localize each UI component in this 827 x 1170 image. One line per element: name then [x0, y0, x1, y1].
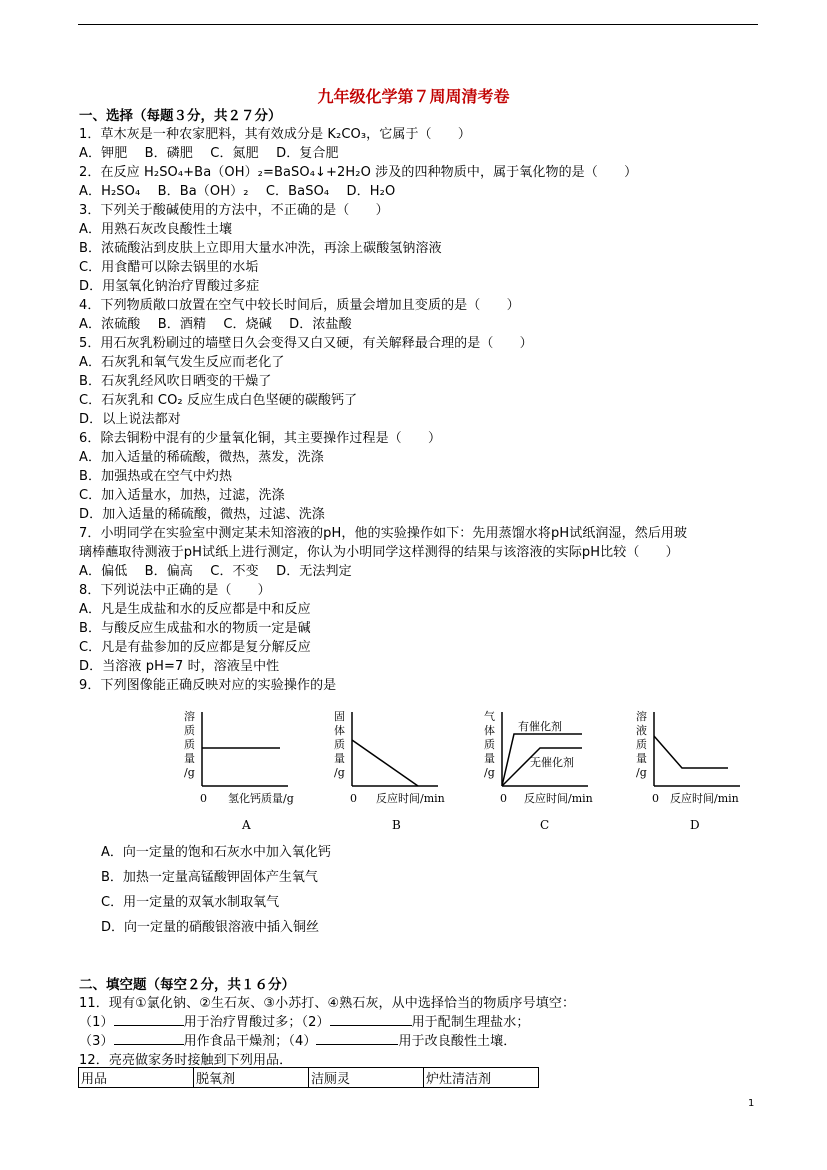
question-line: 3．下列关于酸碱使用的方法中，不正确的是（ ） [79, 203, 389, 218]
section-heading-fill: 二、填空题（每空２分，共１６分） [79, 977, 295, 993]
q11-label-1: （1） [79, 1015, 114, 1030]
question-line: C．石灰乳和 CO₂ 反应生成白色坚硬的碳酸钙了 [79, 393, 358, 408]
graph-d-ylabel-4: 量 [636, 752, 647, 765]
graph-a [178, 708, 338, 838]
graph-c-xlabel: 反应时间/min [524, 792, 593, 805]
graph-d-ylabel-3: 质 [636, 738, 647, 751]
q11-blank-1[interactable] [114, 1013, 184, 1026]
table-cell-0: 用品 [79, 1068, 194, 1088]
q11-label-3: （3） [79, 1034, 114, 1049]
graph-b-ylabel [334, 710, 345, 779]
question-line: A．凡是生成盐和水的反应都是中和反应 [79, 602, 311, 617]
question-line: C．用食醋可以除去锅里的水垢 [79, 260, 259, 275]
graph-d-ylabel [636, 709, 647, 779]
question-line: A．石灰乳和氧气发生反应而老化了 [79, 355, 285, 370]
question-line: A．H₂SO₄ B．Ba（OH）₂ C．BaSO₄ D．H₂O [79, 184, 396, 199]
graph-a-ylabel-2: 质 [184, 724, 195, 737]
question-line: 9．下列图像能正确反映对应的实验操作的是 [79, 678, 337, 693]
graph-d-xlabel: 反应时间/min [670, 792, 739, 805]
graph-d-origin: 0 [652, 792, 659, 805]
graph-c-origin: 0 [500, 792, 507, 805]
q11-text-4: 用于改良酸性土壤． [398, 1034, 517, 1049]
q11-row2 [79, 1030, 516, 1049]
q9-option-b: B．加热一定量高锰酸钾固体产生氧气 [101, 870, 318, 885]
q11-text-3: 用作食品干燥剂；（4） [183, 1034, 317, 1049]
question-line: D．用氢氧化钠治疗胃酸过多症 [79, 279, 260, 294]
question-line: A．偏低 B．偏高 C．不变 D．无法判定 [79, 564, 352, 579]
graph-b-curve [352, 740, 418, 786]
q9-option-a: A．向一定量的饱和石灰水中加入氧化钙 [101, 845, 331, 860]
graph-a-origin: 0 [200, 792, 207, 805]
question-line: 8．下列说法中正确的是（ ） [79, 583, 271, 598]
q12-table [78, 1067, 539, 1088]
question-line: C．加入适量水，加热，过滤，洗涤 [79, 488, 285, 503]
question-line: 2．在反应 H₂SO₄+Ba（OH）₂=BaSO₄↓+2H₂O 涉及的四种物质中，属于氧化物的是（ ） [79, 165, 638, 180]
graph-b-label: B [392, 818, 401, 832]
graph-c-curve1-label: 有催化剂 [518, 720, 562, 733]
graph-b-ylabel-3: 质 [334, 738, 345, 751]
graph-b-origin: 0 [350, 792, 357, 805]
question-line: B．石灰乳经风吹日晒变的干燥了 [79, 374, 272, 389]
q9-option-c: C．用一定量的双氧水制取氧气 [101, 895, 280, 910]
q11-blank-3[interactable] [114, 1032, 184, 1045]
question-line: A．浓硫酸 B．酒精 C．烧碱 D．浓盐酸 [79, 317, 352, 332]
q11-text-1: 用于治疗胃酸过多；（2） [183, 1015, 330, 1030]
question-line: 5．用石灰乳粉刷过的墙壁日久会变得又白又硬，有关解释最合理的是（ ） [79, 336, 533, 351]
question-line: B．与酸反应生成盐和水的物质一定是碱 [79, 621, 311, 636]
table-cell-3: 炉灶清洁剂 [424, 1068, 539, 1088]
section-heading-choice: 一、选择（每题３分，共２７分） [79, 108, 282, 124]
graph-b-ylabel-4: 量 [334, 752, 345, 765]
question-line: D．以上说法都对 [79, 412, 181, 427]
q11-text-2: 用于配制生理盐水； [411, 1015, 530, 1030]
graph-a-xlabel: 氢化钙质量/g [228, 792, 294, 805]
graph-b [328, 708, 488, 838]
graph-d-ylabel-2: 液 [636, 724, 647, 737]
graph-a-ylabel-5: /g [184, 766, 195, 779]
graph-b-ylabel-1: 固 [334, 710, 345, 723]
table-cell-2: 洁厕灵 [309, 1068, 424, 1088]
question-line: 6．除去铜粉中混有的少量氧化铜，其主要操作过程是（ ） [79, 431, 442, 446]
graph-c-ylabel-1: 气 [484, 710, 495, 723]
header-rule [78, 24, 758, 25]
graph-c-ylabel-3: 质 [484, 738, 495, 751]
question-line: A．加入适量的稀硫酸，微热，蒸发，洗涤 [79, 450, 324, 465]
question-line: A．钾肥 B．磷肥 C．氮肥 D．复合肥 [79, 146, 339, 161]
table-row [79, 1068, 539, 1088]
page-title: 九年级化学第７周周清考卷 [317, 87, 510, 106]
q11-row1 [79, 1011, 529, 1030]
q11-blank-4[interactable] [316, 1032, 398, 1045]
question-line: D．当溶液 pH=7 时，溶液呈中性 [79, 659, 280, 674]
graph-c [478, 708, 638, 838]
graph-c-ylabel-4: 量 [484, 752, 495, 765]
graph-d-curve [654, 736, 728, 768]
graph-a-ylabel [184, 709, 195, 779]
graph-a-label: A [242, 818, 251, 832]
question-line: 4．下列物质敞口放置在空气中较长时间后，质量会增加且变质的是（ ） [79, 298, 520, 313]
question-line: C．凡是有盐参加的反应都是复分解反应 [79, 640, 311, 655]
question-line: B．加强热或在空气中灼热 [79, 469, 233, 484]
graph-b-ylabel-5: /g [334, 766, 345, 779]
graph-c-ylabel-2: 体 [484, 724, 495, 737]
question-line: D．加入适量的稀硫酸，微热，过滤、洗涤 [79, 507, 325, 522]
graph-b-xlabel: 反应时间/min [376, 792, 445, 805]
graph-d [630, 708, 790, 838]
graph-a-ylabel-1: 溶 [184, 710, 195, 723]
graph-d-ylabel-1: 溶 [636, 710, 647, 723]
graph-c-label: C [540, 818, 550, 832]
graph-d-label: D [690, 818, 700, 832]
graph-a-ylabel-3: 质 [184, 738, 195, 751]
graph-c-ylabel-5: /g [484, 766, 495, 779]
table-cell-1: 脱氧剂 [194, 1068, 309, 1088]
question-line: 7．小明同学在实验室中测定某未知溶液的pH，他的实验操作如下：先用蒸馏水将pH试纸润湿，然后用玻 [79, 526, 688, 541]
graph-d-ylabel-5: /g [636, 766, 647, 779]
q11-blank-2[interactable] [330, 1013, 412, 1026]
q11-stem: 11．现有①氯化钠、②生石灰、③小苏打、④熟石灰，从中选择恰当的物质序号填空： [79, 996, 576, 1011]
graph-a-ylabel-4: 量 [184, 752, 195, 765]
q12-stem: 12．亮亮做家务时接触到下列用品． [79, 1053, 293, 1068]
question-line: 璃棒蘸取待测液于pH试纸上进行测定，你认为小明同学这样测得的结果与该溶液的实际pH比较（ ） [79, 545, 679, 560]
graph-c-ylabel [484, 709, 495, 779]
question-line: A．用熟石灰改良酸性土壤 [79, 222, 233, 237]
question-line: 1．草木灰是一种农家肥料，其有效成分是 K₂CO₃，它属于（ ） [79, 127, 471, 142]
question-line: B．浓硫酸沾到皮肤上立即用大量水冲洗，再涂上碳酸氢钠溶液 [79, 241, 442, 256]
q9-option-d: D．向一定量的硝酸银溶液中插入铜丝 [101, 920, 320, 935]
graph-b-ylabel-2: 体 [334, 724, 345, 737]
page-number: 1 [748, 1098, 755, 1109]
graph-c-curve2-label: 无催化剂 [530, 756, 574, 769]
